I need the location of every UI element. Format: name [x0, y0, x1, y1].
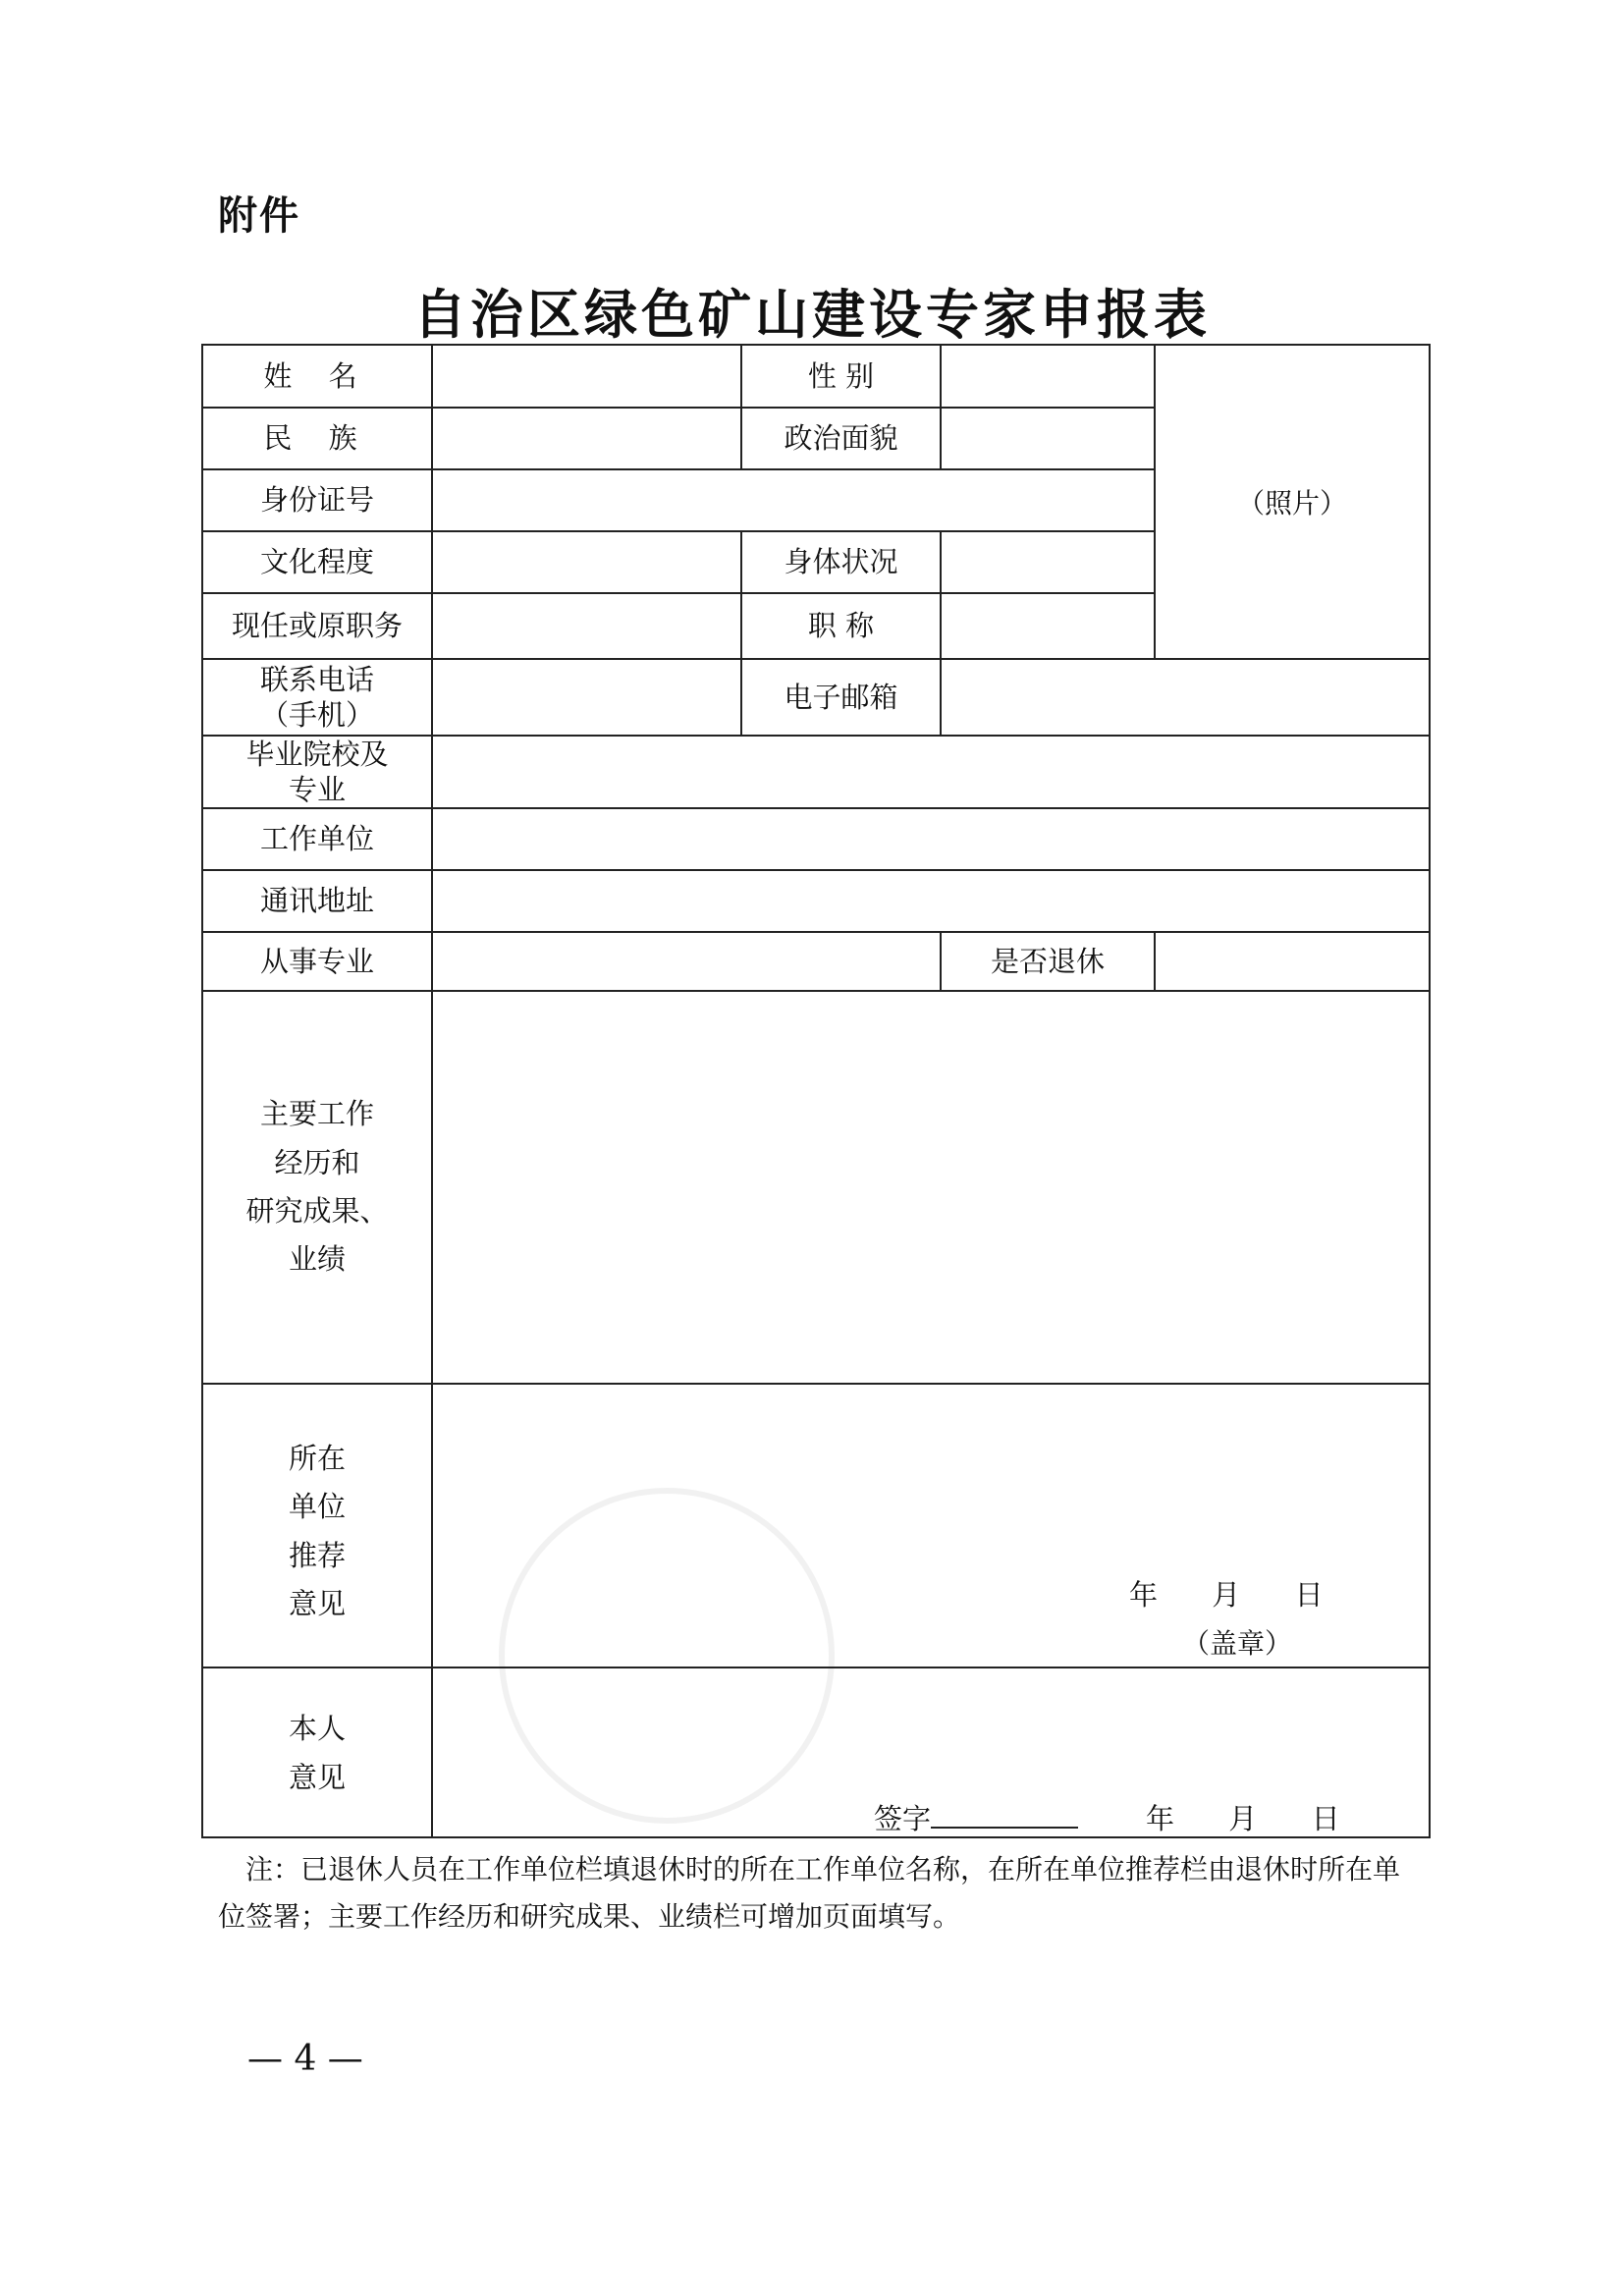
self-sign-label: 签字: [874, 1802, 932, 1835]
page-number: — 4 —: [247, 2039, 363, 2079]
phone-field[interactable]: [433, 660, 740, 735]
work-unit-field[interactable]: [433, 809, 1429, 869]
retired-field[interactable]: [1156, 933, 1429, 990]
experience-field[interactable]: [433, 992, 1429, 1383]
address-field[interactable]: [433, 871, 1429, 931]
form-title: 自治区绿色矿山建设专家申报表: [413, 283, 1211, 346]
school-label-line2: 专业: [288, 773, 346, 806]
ethnicity-label: 民 族: [263, 421, 371, 456]
id-number-field[interactable]: [433, 470, 1154, 530]
signature-line[interactable]: [931, 1827, 1078, 1829]
health-field[interactable]: [942, 532, 1154, 592]
photo-placeholder[interactable]: （照片）: [1236, 487, 1347, 519]
political-label: 政治面貌: [784, 421, 898, 456]
education-label: 文化程度: [259, 545, 374, 579]
self-date: 年 月 日: [1146, 1802, 1340, 1835]
health-label: 身体状况: [784, 545, 898, 579]
application-form-table: [201, 344, 1431, 1838]
email-label: 电子邮箱: [784, 680, 898, 714]
title-rank-label: 职 称: [807, 609, 875, 643]
recommend-label: [203, 1385, 431, 1667]
recommend-label-line1: 所在: [288, 1441, 346, 1475]
political-field[interactable]: [942, 409, 1154, 468]
self-sign-row: [874, 1797, 1078, 1837]
gender-label: 性 别: [807, 358, 875, 393]
name-field[interactable]: [433, 346, 740, 407]
id-number-label: 身份证号: [259, 483, 374, 518]
gender-field[interactable]: [942, 346, 1154, 407]
retired-label: 是否退休: [990, 944, 1105, 978]
email-field[interactable]: [942, 660, 1429, 735]
address-label: 通讯地址: [259, 884, 374, 918]
experience-label-line1: 主要工作: [259, 1097, 374, 1131]
title-rank-field[interactable]: [942, 594, 1154, 658]
experience-label-line3: 研究成果、: [245, 1194, 389, 1228]
experience-label-line4: 业绩: [288, 1242, 346, 1277]
recommend-label-line3: 推荐: [288, 1538, 346, 1572]
ethnicity-field[interactable]: [433, 409, 740, 468]
attachment-label: 附件: [218, 193, 300, 239]
experience-label: [203, 992, 431, 1383]
phone-label-line2: （手机）: [259, 698, 374, 732]
education-field[interactable]: [433, 532, 740, 592]
recommend-seal: （盖章）: [1182, 1627, 1293, 1660]
phone-label-line1: 联系电话: [259, 662, 374, 696]
school-field[interactable]: [433, 737, 1429, 807]
name-label: 姓 名: [263, 358, 371, 393]
specialty-field[interactable]: [433, 933, 940, 990]
recommend-label-line4: 意见: [288, 1586, 346, 1620]
self-opinion-label-line1: 本人: [288, 1712, 346, 1746]
work-unit-label: 工作单位: [259, 822, 374, 856]
footnote: 注：已退休人员在工作单位栏填退休时的所在工作单位名称，在所在单位推荐栏由退休时所在单位签署；主要工作经历和研究成果、业绩栏可增加页面填写。: [218, 1853, 1401, 1933]
position-field[interactable]: [433, 594, 740, 658]
position-label: 现任或原职务: [231, 609, 403, 643]
experience-label-line2: 经历和: [274, 1145, 360, 1179]
self-opinion-label-line2: 意见: [288, 1760, 346, 1794]
self-opinion-label: [203, 1668, 431, 1838]
school-label: [203, 737, 431, 807]
phone-label: [203, 660, 431, 735]
recommend-date: 年 月 日: [1129, 1578, 1324, 1612]
school-label-line1: 毕业院校及: [245, 737, 389, 771]
recommend-label-line2: 单位: [288, 1490, 346, 1524]
specialty-label: 从事专业: [259, 944, 374, 978]
